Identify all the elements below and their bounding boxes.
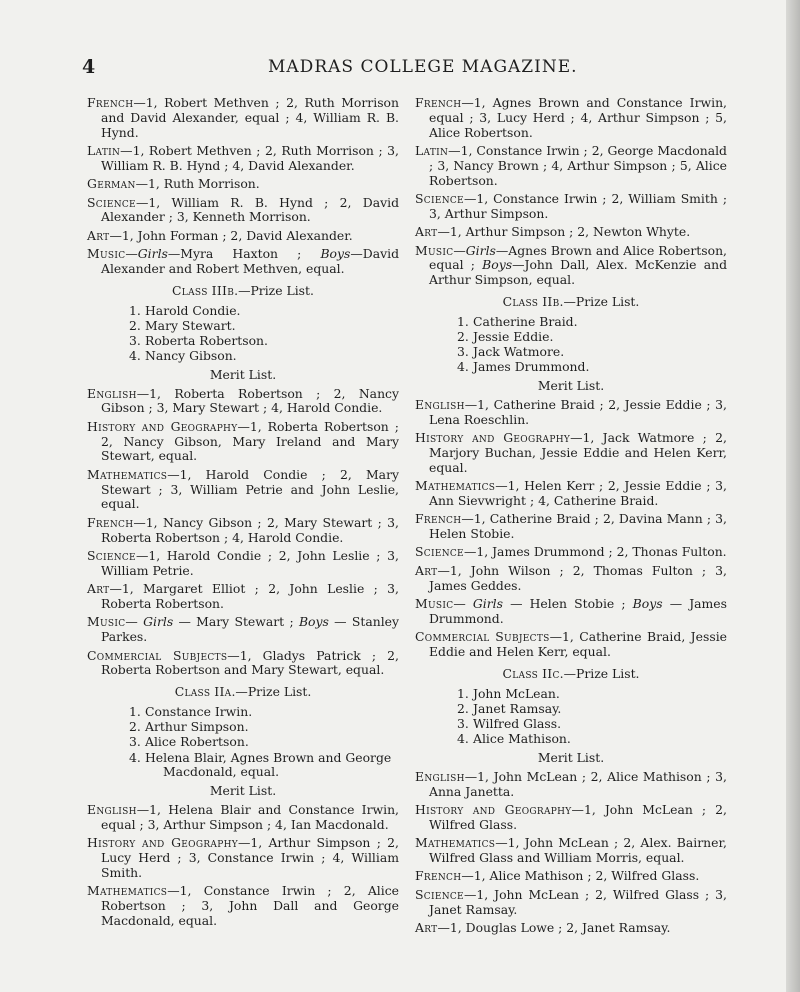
entry-text: —1, Catherine Braid ; 2, Jessie Eddie ; 3, Lena Roeschlin.	[429, 396, 727, 427]
girls-label: Girls	[472, 596, 503, 612]
prize-number: 2.	[129, 719, 141, 735]
subject-label: Art	[415, 562, 438, 578]
entry-text: —1, Arthur Simpson ; 2, Lucy Herd ; 3, Constance Irwin ; 4, William Smith.	[101, 835, 399, 880]
prize-number: 1.	[129, 703, 141, 719]
merit-entry	[87, 96, 399, 140]
entry-text: —1, Alice Mathison ; 2, Wilfred Glass.	[461, 868, 700, 884]
subject-label: Science	[415, 190, 464, 206]
subject-label: Mathematics	[415, 478, 496, 494]
class-heading	[415, 295, 727, 310]
music-entry	[87, 615, 399, 645]
prize-name: Constance Irwin.	[145, 703, 253, 719]
subject-label: Science	[415, 886, 464, 902]
heading-suffix: .—Prize List.	[559, 293, 640, 309]
entry-text: —1, Roberta Robertson ; 2, Nancy Gibson, Mary Ireland and Mary Stewart, equal.	[101, 418, 399, 464]
prize-item	[87, 349, 399, 364]
girls-text: — Mary Stewart ;	[173, 614, 299, 630]
subject-label: Art	[415, 224, 438, 240]
merit-list-heading: Merit List.	[209, 783, 277, 799]
entry-text: —1, Douglas Lowe ; 2, Janet Ramsay.	[437, 919, 671, 935]
merit-entry	[415, 869, 727, 884]
prize-number: 2.	[457, 328, 469, 344]
dash: —	[453, 242, 466, 258]
prize-item	[87, 304, 399, 319]
subject-label: Music	[415, 596, 454, 612]
entry-text: —1, Catherine Braid ; 2, Davina Mann ; 3, Helen Stobie.	[429, 511, 727, 542]
entry-text: —1, Gladys Patrick ; 2, Roberta Robertson and Mary Stewart, equal.	[101, 647, 399, 678]
girls-text: —Myra Haxton ;	[167, 246, 321, 262]
entry-text: —1, Constance Irwin ; 2, George Macdonald ; 3, Nancy Brown ; 4, Arthur Simpson ; 5, Alice Robertson.	[429, 142, 727, 188]
class-word: Class	[502, 293, 539, 309]
boys-text: — James Drummond.	[429, 596, 727, 626]
boys-label: Boys	[298, 614, 329, 630]
prize-item	[415, 687, 727, 702]
left-column	[87, 96, 399, 932]
entry-text: —1, John Wilson ; 2, Thomas Fulton ; 3, James Geddes.	[429, 562, 727, 593]
subject-label: Science	[415, 544, 464, 560]
prize-item	[415, 315, 727, 330]
prize-item	[415, 360, 727, 375]
subject-label: Commercial Subjects	[415, 629, 550, 645]
prize-item	[87, 705, 399, 720]
prize-item	[87, 319, 399, 334]
prize-number: 3.	[129, 734, 141, 750]
class-heading	[87, 685, 399, 700]
subject-label: Music	[87, 614, 126, 630]
heading-suffix: .—Prize List.	[559, 665, 640, 681]
merit-entry	[415, 192, 727, 222]
merit-entry	[415, 836, 727, 866]
right-column	[415, 96, 727, 939]
prize-name: Catherine Braid.	[473, 313, 578, 329]
prize-number: 2.	[129, 317, 141, 333]
merit-entry	[87, 229, 399, 244]
prize-item	[87, 334, 399, 349]
boys-label: Boys	[632, 596, 663, 612]
prize-number: 1.	[129, 302, 141, 318]
prize-number: 1.	[457, 313, 469, 329]
prize-number: 4.	[457, 731, 469, 747]
prize-name: Helena Blair, Agnes Brown and George	[145, 749, 392, 765]
class-name: IIIb	[211, 282, 235, 298]
girls-label: Girls	[465, 242, 496, 258]
entry-text: —1, Helena Blair and Constance Irwin, equal ; 3, Arthur Simpson ; 4, Ian Macdonald.	[101, 801, 399, 832]
heading-suffix: .—Prize List.	[231, 684, 312, 700]
prize-name: Nancy Gibson.	[145, 348, 237, 364]
prize-number: 4.	[129, 348, 141, 364]
entry-text: —1, Helen Kerr ; 2, Jessie Eddie ; 3, Ann Sievwright ; 4, Catherine Braid.	[429, 478, 727, 508]
entry-text: —1, Harold Condie ; 2, Mary Stewart ; 3, William Petrie and John Leslie, equal.	[101, 466, 399, 512]
dash: —	[125, 246, 138, 262]
subject-label: French	[87, 514, 134, 530]
prize-number: 3.	[129, 332, 141, 348]
subject-label: Mathematics	[87, 883, 168, 899]
entry-text: —1, Arthur Simpson ; 2, Newton Whyte.	[437, 224, 691, 240]
entry-text: —1, John McLean ; 2, Wilfred Glass.	[429, 801, 727, 832]
merit-entry	[415, 564, 727, 594]
boys-label: Boys	[320, 246, 351, 262]
entry-text: —1, Ruth Morrison.	[135, 176, 260, 192]
subject-label: Mathematics	[87, 466, 168, 482]
merit-entry	[415, 921, 727, 936]
prize-item	[415, 717, 727, 732]
merit-entry	[415, 431, 727, 475]
entry-text: —1, Constance Irwin ; 2, Alice Robertson ; 3, John Dall and George Macdonald, equal.	[101, 883, 399, 928]
merit-entry	[87, 196, 399, 226]
merit-entry	[87, 836, 399, 880]
girls-label: Girls	[137, 246, 168, 262]
prize-item	[415, 330, 727, 345]
subject-label: Latin	[87, 142, 121, 158]
entry-text: —1, John McLean ; 2, Alice Mathison ; 3, Anna Janetta.	[429, 768, 727, 799]
entry-text: —1, Roberta Robertson ; 2, Nancy Gibson ; 3, Mary Stewart ; 4, Harold Condie.	[101, 385, 399, 416]
entry-text: —1, John McLean ; 2, Alex. Bairner, Wilfred Glass and William Morris, equal.	[429, 835, 727, 865]
subject-label: French	[415, 868, 462, 884]
prize-name: Wilfred Glass.	[473, 715, 562, 731]
merit-list-heading: Merit List.	[537, 749, 605, 765]
subject-label: Science	[87, 548, 136, 564]
prize-name: Jack Watmore.	[473, 344, 565, 360]
entry-text: —1, John Forman ; 2, David Alexander.	[109, 227, 353, 243]
entry-text: —1, Robert Methven ; 2, Ruth Morrison ; 3, William R. B. Hynd ; 4, David Alexander.	[101, 142, 399, 173]
entry-text: —1, Agnes Brown and Constance Irwin, equal ; 3, Lucy Herd ; 4, Arthur Simpson ; 5, Alice Robertson.	[429, 95, 727, 140]
subject-label: Commercial Subjects	[87, 647, 228, 663]
merit-list-heading: Merit List.	[537, 378, 605, 394]
prize-number: 4.	[457, 359, 469, 375]
magazine-title: MADRAS COLLEGE MAGAZINE.	[268, 57, 578, 77]
subject-label: French	[415, 95, 462, 110]
subject-label: Music	[415, 242, 454, 258]
prize-number: 3.	[457, 715, 469, 731]
merit-entry	[87, 387, 399, 417]
class-name: IIb	[542, 293, 560, 309]
merit-entry	[415, 770, 727, 800]
merit-entry	[87, 582, 399, 612]
subject-label: German	[87, 176, 136, 192]
subject-label: Latin	[415, 142, 449, 158]
merit-entry	[415, 144, 727, 188]
merit-entry	[87, 468, 399, 512]
dash: —	[453, 596, 473, 612]
entry-text: —1, Jack Watmore ; 2, Marjory Buchan, Jessie Eddie and Helen Kerr, equal.	[429, 430, 727, 475]
prize-name: Alice Mathison.	[473, 731, 571, 747]
entry-text: —1, Robert Methven ; 2, Ruth Morrison and David Alexander, equal ; 4, William R. B. Hynd.	[101, 95, 399, 140]
class-heading	[415, 667, 727, 682]
prize-name: Alice Robertson.	[145, 734, 249, 750]
entry-text: —1, Margaret Elliot ; 2, John Leslie ; 3, Roberta Robertson.	[101, 581, 399, 612]
prize-number: 2.	[457, 700, 469, 716]
merit-entry	[415, 630, 727, 660]
prize-name: Arthur Simpson.	[145, 719, 249, 735]
merit-entry	[415, 888, 727, 918]
prize-name: Harold Condie.	[145, 302, 241, 318]
prize-item	[415, 345, 727, 360]
merit-entry	[87, 884, 399, 928]
prize-list	[87, 705, 399, 780]
merit-list-heading: Merit List.	[209, 366, 277, 382]
class-word: Class	[174, 684, 211, 700]
prize-name-continued: Macdonald, equal.	[163, 764, 280, 780]
class-word: Class	[502, 665, 539, 681]
heading-suffix: .—Prize List.	[234, 282, 314, 298]
merit-entry	[87, 144, 399, 174]
prize-item	[87, 720, 399, 735]
page-edge-shadow	[786, 0, 800, 992]
boys-text: — Stanley Parkes.	[101, 614, 399, 645]
subject-label: Mathematics	[415, 835, 496, 851]
merit-entry	[415, 479, 727, 509]
class-word: Class	[172, 282, 208, 298]
boys-label: Boys	[482, 257, 513, 273]
entry-text: —1, James Drummond ; 2, Thonas Fulton.	[463, 544, 727, 560]
subject-label: Art	[415, 919, 438, 935]
entry-text: —1, William R. B. Hynd ; 2, David Alexander ; 3, Kenneth Morrison.	[101, 194, 399, 225]
entry-text: —1, John McLean ; 2, Wilfred Glass ; 3, Janet Ramsay.	[429, 886, 727, 917]
subject-label: History and Geography	[87, 418, 238, 434]
prize-list	[415, 687, 727, 747]
merit-entry	[87, 177, 399, 192]
entry-text: —1, Nancy Gibson ; 2, Mary Stewart ; 3, Roberta Robertson ; 4, Harold Condie.	[101, 514, 399, 545]
boys-text: —John Dall, Alex. McKenzie and Arthur Simpson, equal.	[429, 257, 728, 288]
merit-entry	[415, 398, 727, 428]
merit-entry	[415, 225, 727, 240]
subject-label: History and Geography	[87, 835, 238, 851]
entry-text: —1, Constance Irwin ; 2, William Smith ; 3, Arthur Simpson.	[429, 190, 727, 221]
prize-list	[415, 315, 727, 375]
girls-text: —Agnes Brown and Alice Robertson, equal ;	[429, 242, 727, 273]
prize-name: John McLean.	[473, 685, 560, 701]
subject-label: Science	[87, 194, 136, 210]
merit-entry	[415, 545, 727, 560]
girls-text: — Helen Stobie ;	[503, 596, 633, 612]
subject-label: English	[415, 768, 465, 784]
prize-number: 3.	[457, 344, 469, 360]
merit-entry	[87, 803, 399, 833]
prize-item	[415, 732, 727, 747]
entries-block	[87, 96, 399, 277]
boys-text: —David Alexander and Robert Methven, equal.	[101, 246, 399, 276]
prize-list	[87, 304, 399, 364]
merit-entry	[415, 512, 727, 542]
subject-label: French	[415, 511, 462, 527]
subject-label: English	[87, 385, 137, 401]
prize-name: Roberta Robertson.	[145, 332, 268, 348]
prize-name: Jessie Eddie.	[473, 328, 554, 344]
prize-item	[415, 702, 727, 717]
subject-label: Music	[87, 246, 126, 262]
subject-label: English	[415, 396, 465, 412]
prize-name: Mary Stewart.	[145, 317, 236, 333]
entry-text: —1, Harold Condie ; 2, John Leslie ; 3, William Petrie.	[101, 548, 399, 578]
music-entry	[415, 597, 727, 627]
merit-entry	[87, 549, 399, 579]
prize-item	[87, 751, 399, 781]
dash: —	[125, 614, 144, 630]
class-name: IIc	[542, 665, 560, 681]
prize-number: 1.	[457, 685, 469, 701]
prize-number: 4.	[129, 749, 141, 765]
prize-name: James Drummond.	[473, 359, 590, 375]
class-heading	[87, 284, 399, 299]
merit-entry	[87, 516, 399, 546]
merit-entry	[415, 803, 727, 833]
music-entry	[87, 247, 399, 277]
page-header	[76, 56, 716, 80]
subject-label: History and Geography	[415, 430, 571, 446]
merit-entry	[87, 420, 399, 464]
subject-label: Art	[87, 581, 110, 597]
page-number: 4	[82, 56, 96, 78]
girls-label: Girls	[143, 614, 174, 630]
class-name: IIa	[214, 684, 232, 700]
subject-label: French	[87, 95, 134, 110]
music-entry	[415, 244, 727, 288]
prize-name: Janet Ramsay.	[473, 700, 562, 716]
merit-entry	[415, 96, 727, 140]
subject-label: History and Geography	[415, 801, 572, 817]
prize-item	[87, 735, 399, 750]
entry-text: —1, Catherine Braid, Jessie Eddie and Helen Kerr, equal.	[429, 629, 727, 659]
subject-label: Art	[87, 227, 110, 243]
subject-label: English	[87, 801, 137, 817]
merit-entry	[87, 649, 399, 679]
